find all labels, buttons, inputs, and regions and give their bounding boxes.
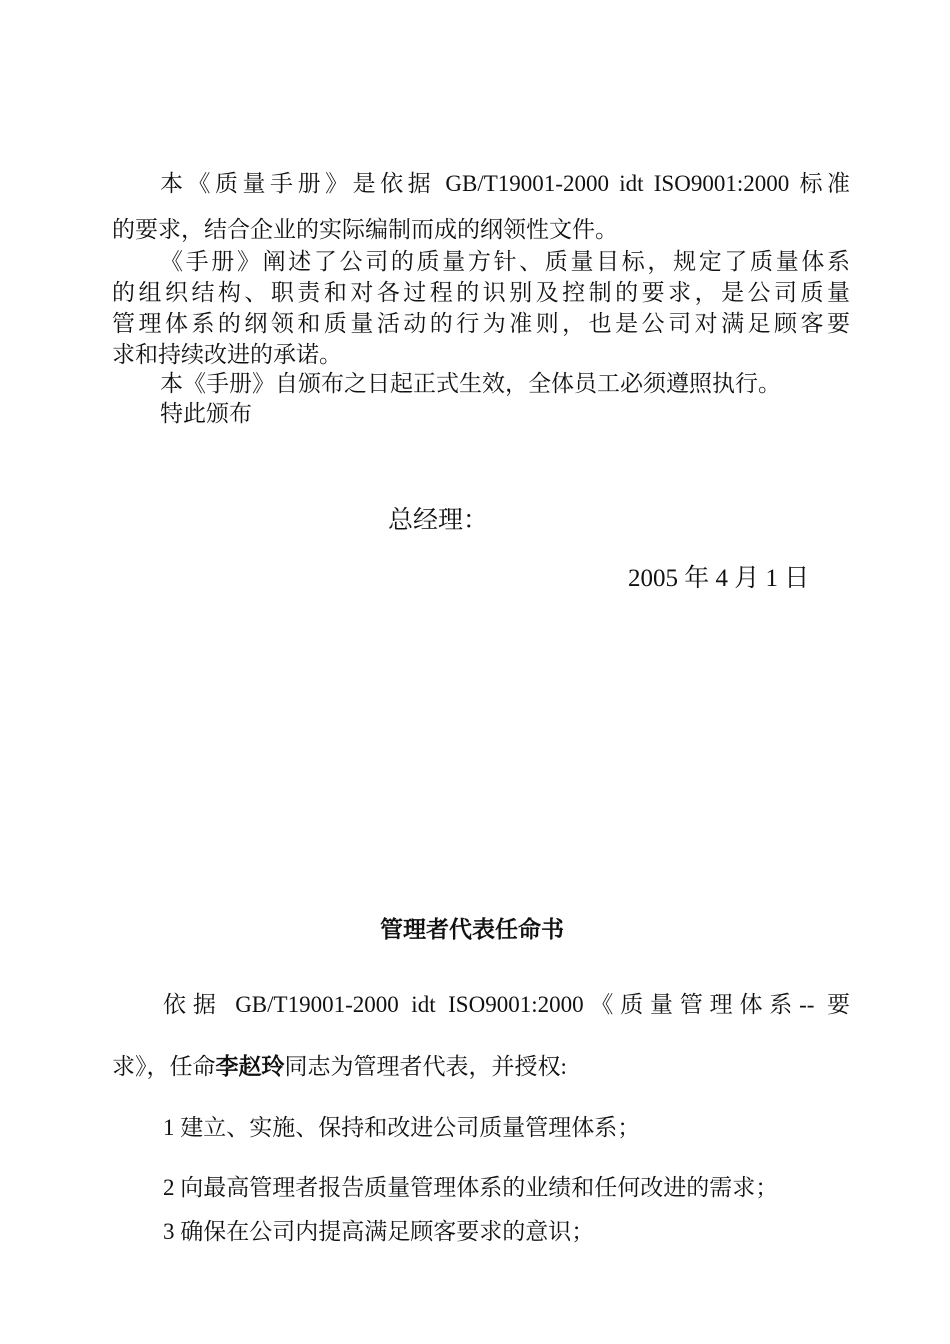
preface-paragraph-4: 特此颁布: [160, 401, 252, 426]
appointee-name: 李赵玲: [215, 1054, 285, 1079]
appointment-line-2: [112, 1055, 567, 1078]
authorization-item-1: 1 建立、实施、保持和改进公司质量管理体系；: [163, 1115, 641, 1140]
appointment-title: 管理者代表任命书: [380, 917, 564, 942]
preface-paragraph-2-line-1: 《手册》阐述了公司的质量方针、质量目标，规定了质量体系: [160, 249, 850, 274]
issue-date: 2005 年 4 月 1 日: [628, 565, 810, 592]
appointment-line-1: 依据 GB/T19001-2000 idt ISO9001:2000《质量管理体系-- 要: [163, 992, 850, 1017]
preface-paragraph-2-line-4: 求和持续改进的承诺。: [112, 342, 342, 367]
authorization-item-2: 2 向最高管理者报告质量管理体系的业绩和任何改进的需求；: [163, 1175, 779, 1200]
preface-paragraph-2-line-2: 的组织结构、职责和对各过程的识别及控制的要求，是公司质量: [112, 280, 850, 305]
appointment-line-2-prefix: 求》，任命: [112, 1054, 216, 1079]
preface-paragraph-1-line-1: 本《质量手册》是依据 GB/T19001-2000 idt ISO9001:2000 标准: [160, 171, 850, 196]
signatory-label: 总经理：: [388, 507, 489, 534]
preface-paragraph-1-line-2: 的要求，结合企业的实际编制而成的纲领性文件。: [112, 217, 618, 242]
authorization-item-3: 3 确保在公司内提高满足顾客要求的意识；: [163, 1219, 595, 1244]
preface-paragraph-3: 本《手册》自颁布之日起正式生效，全体员工必须遵照执行。: [160, 371, 781, 396]
preface-paragraph-2-line-3: 管理体系的纲领和质量活动的行为准则，也是公司对满足顾客要: [112, 311, 850, 336]
appointment-line-2-suffix: 同志为管理者代表，并授权:: [284, 1054, 567, 1079]
